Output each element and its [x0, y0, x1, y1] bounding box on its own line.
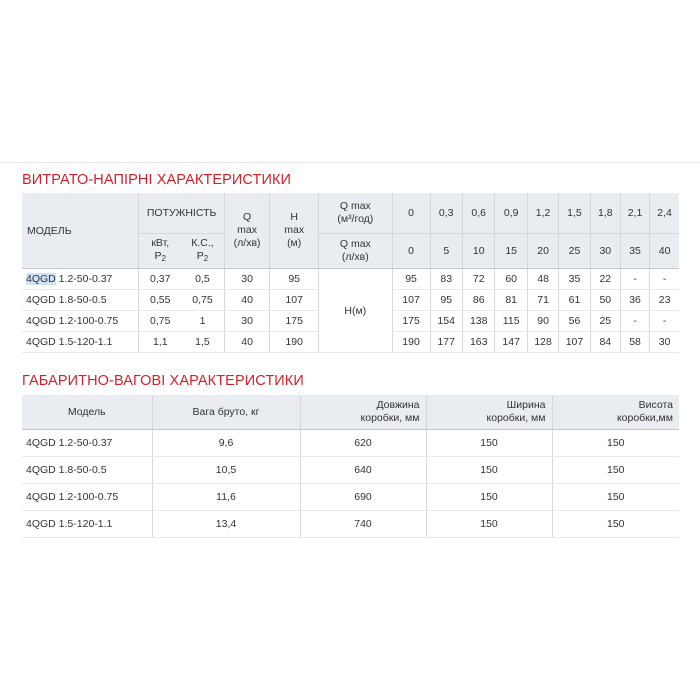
- flow-lmin-5: 25: [559, 234, 590, 269]
- model-prefix: 4QGD: [26, 294, 56, 306]
- q-max-header: [224, 193, 269, 269]
- head-cell: 84: [590, 332, 620, 353]
- head-cell: 35: [559, 269, 590, 290]
- head-cell: 86: [462, 290, 494, 311]
- p2-label: $P_2$: [196, 250, 209, 263]
- head-cell: 154: [430, 311, 462, 332]
- head-cell: 22: [590, 269, 620, 290]
- height-cell: 150: [552, 484, 679, 511]
- dimensions-table: [22, 395, 679, 538]
- width-cell: 150: [426, 430, 552, 457]
- table-header-row: [22, 193, 679, 234]
- head-cell: 72: [462, 269, 494, 290]
- q-max-line3: (л/хв): [233, 237, 261, 249]
- kw-cell: 1,1: [139, 332, 181, 353]
- model-rest: 1.2-50-0.37: [55, 273, 113, 285]
- flow-lmin-0: 0: [392, 234, 430, 269]
- hp-cell: 0,75: [181, 290, 224, 311]
- kw-cell: 0,55: [139, 290, 181, 311]
- length-header: [300, 395, 426, 430]
- head-cell: -: [650, 311, 679, 332]
- flow-head-table: [22, 193, 679, 353]
- head-cell: 190: [392, 332, 430, 353]
- qmax-lmin-header: [319, 234, 393, 269]
- kw-cell: 0,75: [139, 311, 181, 332]
- flow-m3-3: 0,9: [495, 193, 527, 234]
- hp-cell: 0,5: [181, 269, 224, 290]
- model-cell: [22, 332, 139, 353]
- length-cell: 740: [300, 511, 426, 538]
- flow-m3-8: 2,4: [650, 193, 679, 234]
- h-cell: 107: [270, 290, 319, 311]
- p2-label: $P_2$: [154, 250, 166, 263]
- kw-label: кВт,: [151, 237, 170, 249]
- q-max-line2: max: [237, 224, 258, 236]
- h-cell: 95: [270, 269, 319, 290]
- flow-m3-7: 2,1: [620, 193, 649, 234]
- weight-cell: 11,6: [152, 484, 300, 511]
- head-cell: 58: [620, 332, 649, 353]
- model-header: МОДЕЛЬ: [22, 193, 139, 269]
- head-cell: 25: [590, 311, 620, 332]
- model-rest: 1.5-120-1.1: [55, 336, 113, 348]
- model-prefix: 4QGD: [26, 315, 56, 327]
- q-cell: 30: [224, 311, 269, 332]
- weight-cell: 9,6: [152, 430, 300, 457]
- flow-m3-6: 1,8: [590, 193, 620, 234]
- flow-m3-0: 0: [392, 193, 430, 234]
- width-line2: коробки, мм: [486, 412, 546, 424]
- weight-header: Вага бруто, кг: [152, 395, 300, 430]
- head-cell: 90: [527, 311, 558, 332]
- weight-cell: 10,5: [152, 457, 300, 484]
- head-cell: -: [650, 269, 679, 290]
- length-cell: 690: [300, 484, 426, 511]
- height-header: [552, 395, 679, 430]
- head-cell: 23: [650, 290, 679, 311]
- h-max-line1: H: [290, 211, 298, 223]
- h-cell: 175: [270, 311, 319, 332]
- head-cell: 71: [527, 290, 558, 311]
- model-cell: 4QGD 1.2-50-0.37: [22, 430, 152, 457]
- table-row: [22, 511, 679, 538]
- h-max-line2: max: [284, 224, 305, 236]
- head-cell: 128: [527, 332, 558, 353]
- model-rest: 1.2-100-0.75: [55, 315, 119, 327]
- height-line1: Висота: [638, 399, 673, 411]
- head-cell: -: [620, 311, 649, 332]
- length-line1: Довжина: [376, 399, 420, 411]
- head-cell: 147: [495, 332, 527, 353]
- flow-lmin-3: 15: [495, 234, 527, 269]
- h-max-line3: (м): [287, 237, 302, 249]
- head-cell: 36: [620, 290, 649, 311]
- flow-lmin-1: 5: [430, 234, 462, 269]
- q-max-line1: Q: [243, 211, 252, 223]
- flow-m3-5: 1,5: [559, 193, 590, 234]
- model-prefix: 4QGD: [26, 336, 56, 348]
- head-cell: -: [620, 269, 649, 290]
- head-cell: 95: [392, 269, 430, 290]
- h-max-header: [270, 193, 319, 269]
- head-cell: 81: [495, 290, 527, 311]
- model-cell: [22, 311, 139, 332]
- kw-header: [139, 234, 181, 269]
- flow-m3-2: 0,6: [462, 193, 494, 234]
- model-prefix-selected: 4QGD: [26, 273, 56, 285]
- table-row: [22, 269, 679, 290]
- power-header: ПОТУЖНІСТЬ: [139, 193, 224, 234]
- flow-lmin-7: 35: [620, 234, 649, 269]
- hp-cell: 1,5: [181, 332, 224, 353]
- head-cell: 95: [430, 290, 462, 311]
- length-line2: коробки, мм: [360, 412, 420, 424]
- section-title-flow-head: ВИТРАТО-НАПІРНІ ХАРАКТЕРИСТИКИ: [22, 172, 292, 188]
- head-cell: 60: [495, 269, 527, 290]
- flow-lmin-4: 20: [527, 234, 558, 269]
- head-cell: 163: [462, 332, 494, 353]
- h-cell: 190: [270, 332, 319, 353]
- table-row: [22, 430, 679, 457]
- head-cell: 115: [495, 311, 527, 332]
- flow-lmin-6: 30: [590, 234, 620, 269]
- model-cell: 4QGD 1.2-100-0.75: [22, 484, 152, 511]
- width-cell: 150: [426, 484, 552, 511]
- head-cell: 83: [430, 269, 462, 290]
- head-cell: 61: [559, 290, 590, 311]
- head-cell: 175: [392, 311, 430, 332]
- width-cell: 150: [426, 511, 552, 538]
- height-cell: 150: [552, 430, 679, 457]
- head-label-cell: H(м): [319, 269, 393, 353]
- flow-m3-4: 1,2: [527, 193, 558, 234]
- length-cell: 620: [300, 430, 426, 457]
- q-cell: 40: [224, 332, 269, 353]
- head-cell: 48: [527, 269, 558, 290]
- hp-label: К.С.,: [191, 237, 214, 249]
- height-cell: 150: [552, 457, 679, 484]
- head-cell: 138: [462, 311, 494, 332]
- q-cell: 40: [224, 290, 269, 311]
- model-cell: 4QGD 1.5-120-1.1: [22, 511, 152, 538]
- kw-cell: 0,37: [139, 269, 181, 290]
- head-cell: 50: [590, 290, 620, 311]
- table-header-row: [22, 395, 679, 430]
- qmax-lmin-line1: Q max: [339, 238, 371, 250]
- top-divider: [0, 162, 700, 163]
- head-cell: 30: [650, 332, 679, 353]
- qmax-lmin-line2: (л/хв): [341, 251, 369, 263]
- flow-m3-1: 0,3: [430, 193, 462, 234]
- height-line2: коробки,мм: [616, 412, 673, 424]
- hp-header: [181, 234, 224, 269]
- head-cell: 107: [392, 290, 430, 311]
- weight-cell: 13,4: [152, 511, 300, 538]
- model-header: Модель: [22, 395, 152, 430]
- width-line1: Ширина: [506, 399, 546, 411]
- width-cell: 150: [426, 457, 552, 484]
- flow-lmin-8: 40: [650, 234, 679, 269]
- head-cell: 177: [430, 332, 462, 353]
- table-row: [22, 457, 679, 484]
- q-cell: 30: [224, 269, 269, 290]
- qmax-m3-header: [319, 193, 393, 234]
- model-cell: 4QGD 1.8-50-0.5: [22, 457, 152, 484]
- length-cell: 640: [300, 457, 426, 484]
- section-title-dimensions: ГАБАРИТНО-ВАГОВІ ХАРАКТЕРИСТИКИ: [22, 373, 304, 389]
- head-cell: 107: [559, 332, 590, 353]
- table-row: [22, 484, 679, 511]
- head-cell: 56: [559, 311, 590, 332]
- height-cell: 150: [552, 511, 679, 538]
- qmax-m3-line2: (м³/год): [337, 213, 374, 225]
- model-rest: 1.8-50-0.5: [55, 294, 107, 306]
- model-cell: [22, 290, 139, 311]
- width-header: [426, 395, 552, 430]
- qmax-m3-line1: Q max: [339, 200, 371, 212]
- flow-lmin-2: 10: [462, 234, 494, 269]
- model-cell: [22, 269, 139, 290]
- hp-cell: 1: [181, 311, 224, 332]
